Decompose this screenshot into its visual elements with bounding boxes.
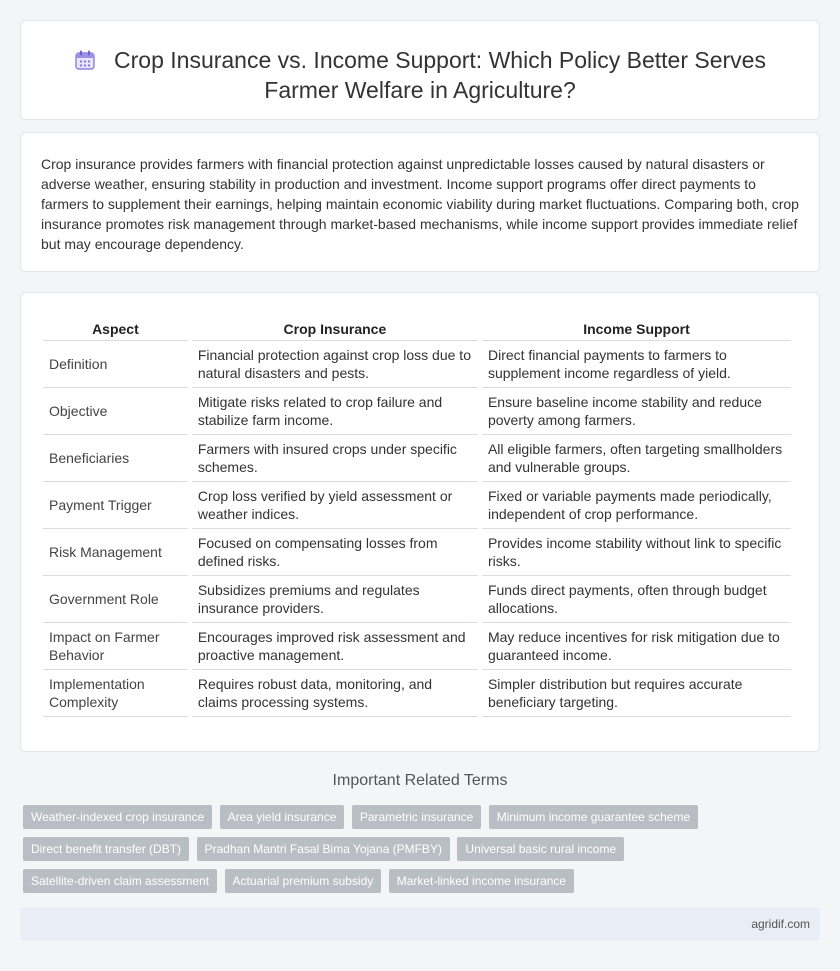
row-income-support: Direct financial payments to farmers to supplement income regardless of yield. (482, 341, 791, 388)
intro-paragraph: Crop insurance provides farmers with financial protection against unpredictable losses caused by natural disasters or adverse weather, ensuring stability in production and investment. Income support programs offer direct payments to farmers to supplement their earnings, helping maintain economic viability during market fluctuations. Comparing both, crop insurance promotes risk management through market-based mechanisms, while income support provides immediate relief but may encourage dependency. (41, 156, 799, 252)
calendar-icon (74, 49, 96, 71)
related-term-tag[interactable]: Area yield insurance (220, 805, 345, 829)
table-row (43, 623, 791, 670)
row-crop-insurance: Focused on compensating losses from defined risks. (192, 529, 478, 576)
row-aspect: Impact on Farmer Behavior (43, 623, 188, 670)
table-header-row (43, 315, 791, 341)
footer-site-link[interactable]: agridif.com (751, 917, 810, 931)
related-term-tag[interactable]: Satellite-driven claim assessment (23, 869, 217, 893)
related-term-tag[interactable]: Weather-indexed crop insurance (23, 805, 212, 829)
intro-card (20, 132, 820, 272)
related-terms-title: Important Related Terms (332, 772, 508, 789)
related-term-tag[interactable]: Direct benefit transfer (DBT) (23, 837, 189, 861)
row-aspect: Beneficiaries (43, 435, 188, 482)
row-aspect: Definition (43, 341, 188, 388)
related-term-tag[interactable]: Universal basic rural income (457, 837, 624, 861)
table-row (43, 341, 791, 388)
header-crop-insurance: Crop Insurance (192, 315, 478, 341)
row-crop-insurance: Financial protection against crop loss due to natural disasters and pests. (192, 341, 478, 388)
header-card (20, 20, 820, 120)
title-line-1: Crop Insurance vs. Income Support: Which Policy Better Serves (114, 47, 766, 73)
row-income-support: All eligible farmers, often targeting smallholders and vulnerable groups. (482, 435, 791, 482)
row-crop-insurance: Crop loss verified by yield assessment or weather indices. (192, 482, 478, 529)
related-term-tag[interactable]: Actuarial premium subsidy (225, 869, 382, 893)
row-income-support: Ensure baseline income stability and reduce poverty among farmers. (482, 388, 791, 435)
footer-bar (20, 907, 820, 941)
related-term-tag[interactable]: Pradhan Mantri Fasal Bima Yojana (PMFBY) (197, 837, 450, 861)
table-row (43, 670, 791, 717)
row-income-support: Funds direct payments, often through budget allocations. (482, 576, 791, 623)
row-income-support: Provides income stability without link to specific risks. (482, 529, 791, 576)
row-aspect: Implementation Complexity (43, 670, 188, 717)
row-crop-insurance: Encourages improved risk assessment and proactive management. (192, 623, 478, 670)
page-title (21, 45, 819, 105)
row-aspect: Objective (43, 388, 188, 435)
related-term-tag[interactable]: Parametric insurance (352, 805, 481, 829)
table-row (43, 529, 791, 576)
row-aspect: Payment Trigger (43, 482, 188, 529)
title-line-2: Farmer Welfare in Agriculture? (264, 77, 576, 103)
table-row (43, 482, 791, 529)
row-income-support: May reduce incentives for risk mitigation due to guaranteed income. (482, 623, 791, 670)
row-aspect: Government Role (43, 576, 188, 623)
comparison-table (39, 315, 795, 717)
row-crop-insurance: Farmers with insured crops under specific schemes. (192, 435, 478, 482)
related-term-tag[interactable]: Market-linked income insurance (389, 869, 574, 893)
row-crop-insurance: Mitigate risks related to crop failure and stabilize farm income. (192, 388, 478, 435)
row-income-support: Fixed or variable payments made periodically, independent of crop performance. (482, 482, 791, 529)
row-income-support: Simpler distribution but requires accurate beneficiary targeting. (482, 670, 791, 717)
table-row (43, 435, 791, 482)
header-income-support: Income Support (482, 315, 791, 341)
comparison-table-card (20, 292, 820, 752)
row-crop-insurance: Requires robust data, monitoring, and claims processing systems. (192, 670, 478, 717)
row-aspect: Risk Management (43, 529, 188, 576)
related-terms-tags (23, 805, 823, 901)
row-crop-insurance: Subsidizes premiums and regulates insurance providers. (192, 576, 478, 623)
related-term-tag[interactable]: Minimum income guarantee scheme (489, 805, 698, 829)
table-row (43, 388, 791, 435)
header-aspect: Aspect (43, 315, 188, 341)
table-row (43, 576, 791, 623)
